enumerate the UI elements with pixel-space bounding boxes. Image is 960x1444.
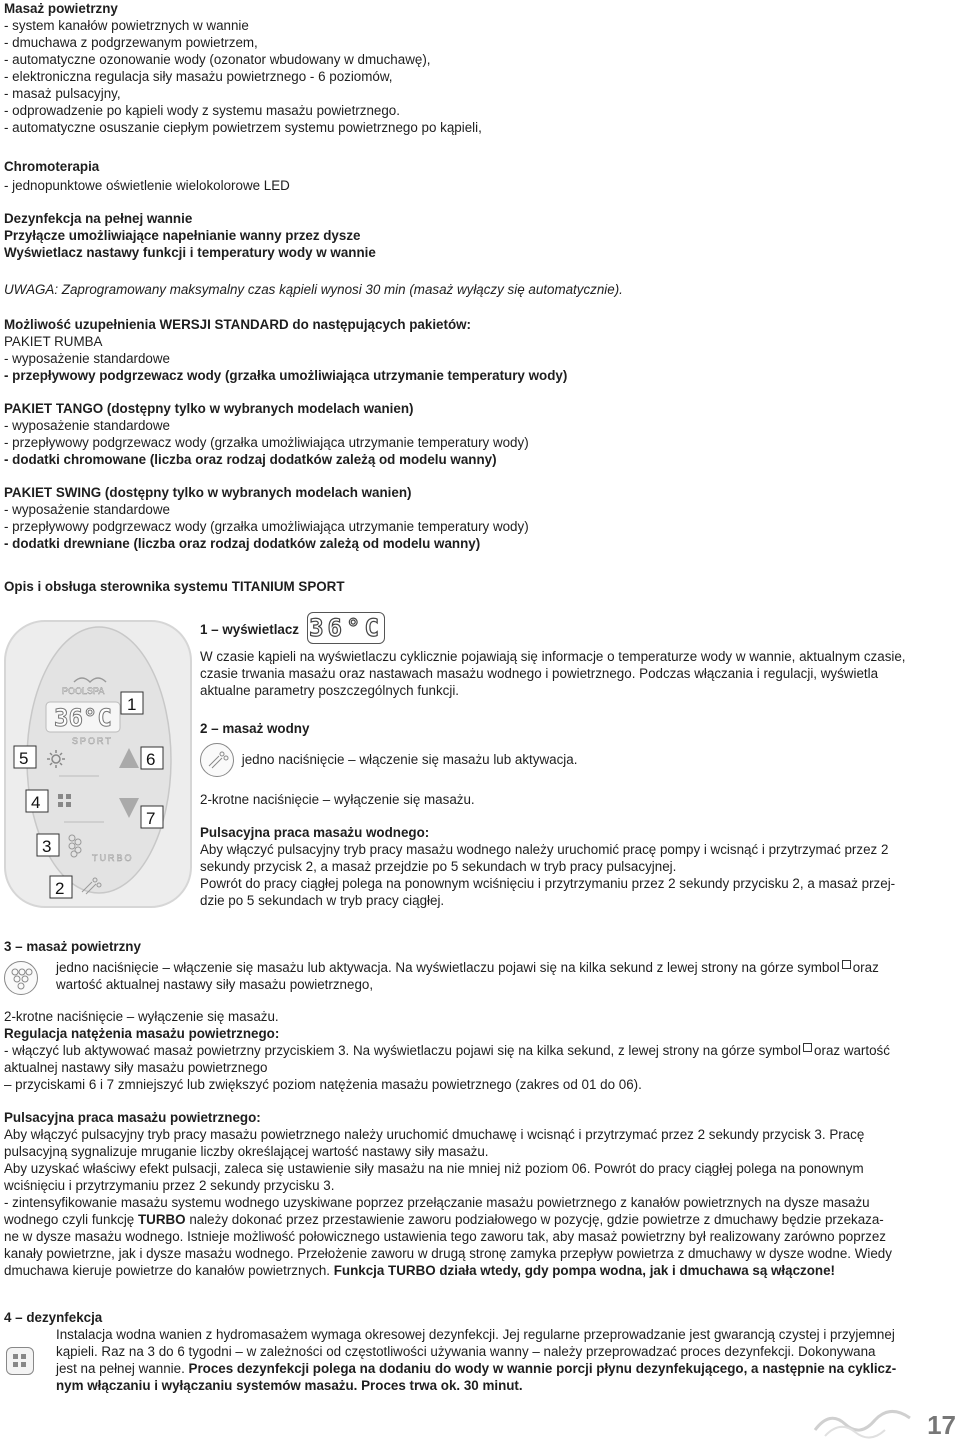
paragraph-line: - zintensyfikowanie masażu systemu wodnego uzyskiwane poprzez przełączanie masażu powietrznego z kanałów powietrznych na dysze masażu — [4, 1195, 870, 1210]
paragraph-line: wodnego czyli funkcję — [4, 1212, 138, 1227]
section-title: 3 – masaż powietrzny — [4, 939, 141, 954]
list-item: - wyposażenie standardowe — [4, 502, 170, 517]
feature-line: Wyświetlacz nastawy funkcji i temperatury wody w wannie — [4, 245, 376, 260]
section-title: 4 – dezynfekcja — [4, 1310, 103, 1325]
paragraph-line: 2-krotne naciśnięcie – wyłączenie się masażu. — [200, 792, 475, 807]
paragraph-line: ne w dysze masażu wodnego. Istnieje możliwość połowicznego ustawienia tego zaworu tak, aby masaż powietrzny był realizowany zarówno poprzez — [4, 1229, 886, 1244]
label-6: 6 — [146, 750, 156, 769]
section-title: Masaż powietrzny — [4, 1, 118, 16]
package-title: PAKIET RUMBA — [4, 334, 103, 349]
list-item: - przepływowy podgrzewacz wody (grzałka umożliwiająca utrzymanie temperatury wody) — [4, 368, 568, 383]
paragraph-line: oraz wartość — [814, 1043, 890, 1058]
subsection-title: Pulsacyjna praca masażu wodnego: — [200, 825, 430, 840]
list-item: - wyposażenie standardowe — [4, 351, 170, 366]
package-title: PAKIET SWING (dostępny tylko w wybranych modelach wanien) — [4, 485, 412, 500]
paragraph-line: W czasie kąpieli na wyświetlaczu cyklicznie pojawiają się informacje o temperaturze wody w wannie, aktualnym czasie, — [200, 649, 906, 664]
list-item: - masaż pulsacyjny, — [4, 86, 121, 101]
label-5: 5 — [19, 749, 29, 768]
list-item: - przepływowy podgrzewacz wody (grzałka umożliwiająca utrzymanie temperatury wody) — [4, 435, 529, 450]
paragraph-line: czasie trwania masażu oraz nastawach masażu wodnego i powietrznego. Podczas włączania i regulacji, wyświetla — [200, 666, 879, 681]
list-item: - jednopunktowe oświetlenie wielokolorowe LED — [4, 178, 290, 193]
list-item: - automatyczne osuszanie ciepłym powietrzem systemu powietrznego po kąpieli, — [4, 120, 482, 135]
list-item: - automatyczne ozonowanie wody (ozonator wbudowany w dmuchawę), — [4, 52, 431, 67]
paragraph-line: pulsacyjną sygnalizuje mruganie liczby określającej wartość nastawy siły masażu. — [4, 1144, 489, 1159]
label-3: 3 — [42, 837, 52, 856]
package-title: PAKIET TANGO (dostępny tylko w wybranych modelach wanien) — [4, 401, 414, 416]
air-bubbles-icon — [4, 961, 38, 995]
paragraph-line: Aby włączyć pulsacyjny tryb pracy masażu powietrznego należy uruchomić dmuchawę i wcisnąć i przytrzymać przez 2 sekundy przycisk 3. Pracę — [4, 1127, 865, 1142]
paragraph-line: wciśnięciu i przytrzymaniu przez 2 sekundy przycisku 3. — [4, 1178, 335, 1193]
section-title: 2 – masaż wodny — [200, 721, 310, 736]
water-jet-icon — [200, 743, 234, 777]
controller-heading: Opis i obsługa sterownika systemu TITANIUM SPORT — [4, 579, 345, 594]
label-7: 7 — [146, 809, 156, 828]
paragraph-line: kąpieli. Raz na 3 do 6 tygodni – w zależności od częstotliwości używania wanny – należy przeprowadzać proces dezynfekcji. Dokonywana — [56, 1344, 876, 1359]
paragraph-line: Aby włączyć pulsacyjny tryb pracy masażu wodnego należy uruchomić pracę pompy i wcisnąć i przytrzymać przez 2 — [200, 842, 889, 857]
subsection-title: Pulsacyjna praca masażu powietrznego: — [4, 1110, 261, 1125]
turbo-label: TURBO — [92, 853, 134, 863]
label-4: 4 — [31, 793, 41, 812]
section-title: Chromoterapia — [4, 159, 100, 174]
packages-intro: Możliwość uzupełnienia WERSJI STANDARD do następujących pakietów: — [4, 317, 471, 332]
paragraph-line: jest na pełnej wannie. — [56, 1361, 189, 1376]
paragraph-line: nym włączaniu i wyłączaniu systemów masażu. Proces trwa ok. 30 minut. — [56, 1378, 523, 1393]
section-title: 1 – wyświetlacz — [200, 622, 299, 637]
list-item: - wyposażenie standardowe — [4, 418, 170, 433]
list-item: - dodatki drewniane (liczba oraz rodzaj dodatków zależą od modelu wanny) — [4, 536, 481, 551]
paragraph-line: kanały powietrzne, jak i dysze masażu wodnego. Przełożenie zaworu w drugą stronę zamyka przepływ powietrza z dmuchawy w dysze wodne. Wiedy — [4, 1246, 892, 1261]
feature-line: Przyłącze umożliwiające napełnianie wanny przez dysze — [4, 228, 361, 243]
paragraph-line: jedno naciśnięcie – włączenie się masażu lub aktywacja. — [241, 752, 578, 767]
brand-logo-text: POOLSPA — [62, 686, 105, 696]
label-1: 1 — [127, 695, 137, 714]
list-item: - dmuchawa z podgrzewanym powietrzem, — [4, 35, 258, 50]
paragraph-line: Proces dezynfekcji polega na dodaniu do wody w wannie porcji płynu dezynfekującego, a następnie na cyklicz- — [188, 1361, 897, 1376]
paragraph-line: należy dokonać przez przestawienie zaworu podziałowego w pozycję, gdzie powietrze z dmuchawy będzie przekaza- — [185, 1212, 884, 1227]
controller-panel-illustration — [4, 620, 194, 910]
list-item: - system kanałów powietrznych w wannie — [4, 18, 249, 33]
paragraph-line: Powrót do pracy ciągłej polega na ponownym wciśnięciu i przytrzymaniu przez 2 sekundy przycisku 2, a masaż przej- — [200, 876, 896, 891]
paragraph-line: – przyciskami 6 i 7 zmniejszyć lub zwiększyć poziom natężenia masażu powietrznego (zakres od 01 do 06). — [4, 1077, 642, 1092]
subsection-title: Regulacja natężenia masażu powietrznego: — [4, 1026, 280, 1041]
paragraph-line: Instalacja wodna wanien z hydromasażem wymaga okresowej dezynfekcji. Jej regularne przeprowadzanie jest gwarancją czystej i przyjemnej — [56, 1327, 895, 1342]
sport-label: SPORT — [72, 736, 113, 746]
warning-note: UWAGA: Zaprogramowany maksymalny czas kąpieli wynosi 30 min (masaż wyłączy się automatycznie). — [4, 282, 623, 297]
feature-line: Dezynfekcja na pełnej wannie — [4, 211, 193, 226]
page-number: 17 — [927, 1410, 956, 1440]
paragraph-line: wartość aktualnej nastawy siły masażu powietrznego, — [56, 977, 374, 992]
wave-decoration-icon — [810, 1400, 920, 1440]
turbo-note: Funkcja TURBO działa wtedy, gdy pompa wodna, jak i dmuchawa są włączone! — [333, 1263, 835, 1278]
list-item: - dodatki chromowane (liczba oraz rodzaj dodatków zależą od modelu wanny) — [4, 452, 497, 467]
section-display — [200, 612, 956, 699]
paragraph-line: sekundy przycisk 2, a masaż przejdzie po 5 sekundach w tryb pracy pulsacyjnej. — [200, 859, 677, 874]
paragraph-line: aktualne parametry poszczególnych funkcji. — [200, 683, 460, 698]
features-bold — [4, 210, 376, 261]
air-massage-section — [4, 0, 956, 136]
section-water-massage — [200, 720, 956, 909]
paragraph-line: 2-krotne naciśnięcie – wyłączenie się masażu. — [4, 1009, 279, 1024]
list-item: - elektroniczna regulacja siły masażu powietrznego - 6 poziomów, — [4, 69, 393, 84]
panel-display-text: 36°C — [54, 704, 112, 732]
paragraph-line: jedno naciśnięcie – włączenie się masażu lub aktywacja. Na wyświetlaczu pojawi się na kilka sekund z lewej strony na górze symbol — [56, 960, 840, 975]
disinfection-icon — [6, 1347, 34, 1375]
turbo-keyword: TURBO — [137, 1212, 186, 1227]
list-item: - odprowadzenie po kąpieli wody z systemu masażu powietrznego. — [4, 103, 400, 118]
paragraph-line: oraz — [852, 960, 879, 975]
paragraph-line: - włączyć lub aktywować masaż powietrzny przyciskiem 3. Na wyświetlaczu pojawi się na kilka sekund, z lewej strony na górze symbol — [4, 1043, 802, 1058]
paragraph-line: Aby uzyskać właściwy efekt pulsacji, zaleca się ustawienie siły masażu na nie mniej niż poziom 06. Powrót do pracy ciągłej polega na ponownym — [4, 1161, 864, 1176]
paragraph-line: aktualnej nastawy siły masażu powietrznego — [4, 1060, 268, 1075]
section-air-massage — [4, 938, 956, 1279]
lcd-display-icon: 36°C — [307, 612, 385, 644]
section-disinfection — [4, 1309, 956, 1394]
label-2: 2 — [55, 879, 65, 898]
packages-section — [4, 316, 567, 552]
paragraph-line: dmuchawa kieruje powietrze do kanałów powietrznych. — [4, 1263, 334, 1278]
paragraph-line: dzie po 5 sekundach w tryb pracy ciągłej. — [200, 893, 445, 908]
list-item: - przepływowy podgrzewacz wody (grzałka umożliwiająca utrzymanie temperatury wody) — [4, 519, 529, 534]
controller-drawing — [4, 620, 194, 910]
chromotherapy-section — [4, 158, 290, 194]
air-level-symbol-icon — [803, 1043, 812, 1052]
air-level-symbol-icon — [842, 960, 851, 969]
